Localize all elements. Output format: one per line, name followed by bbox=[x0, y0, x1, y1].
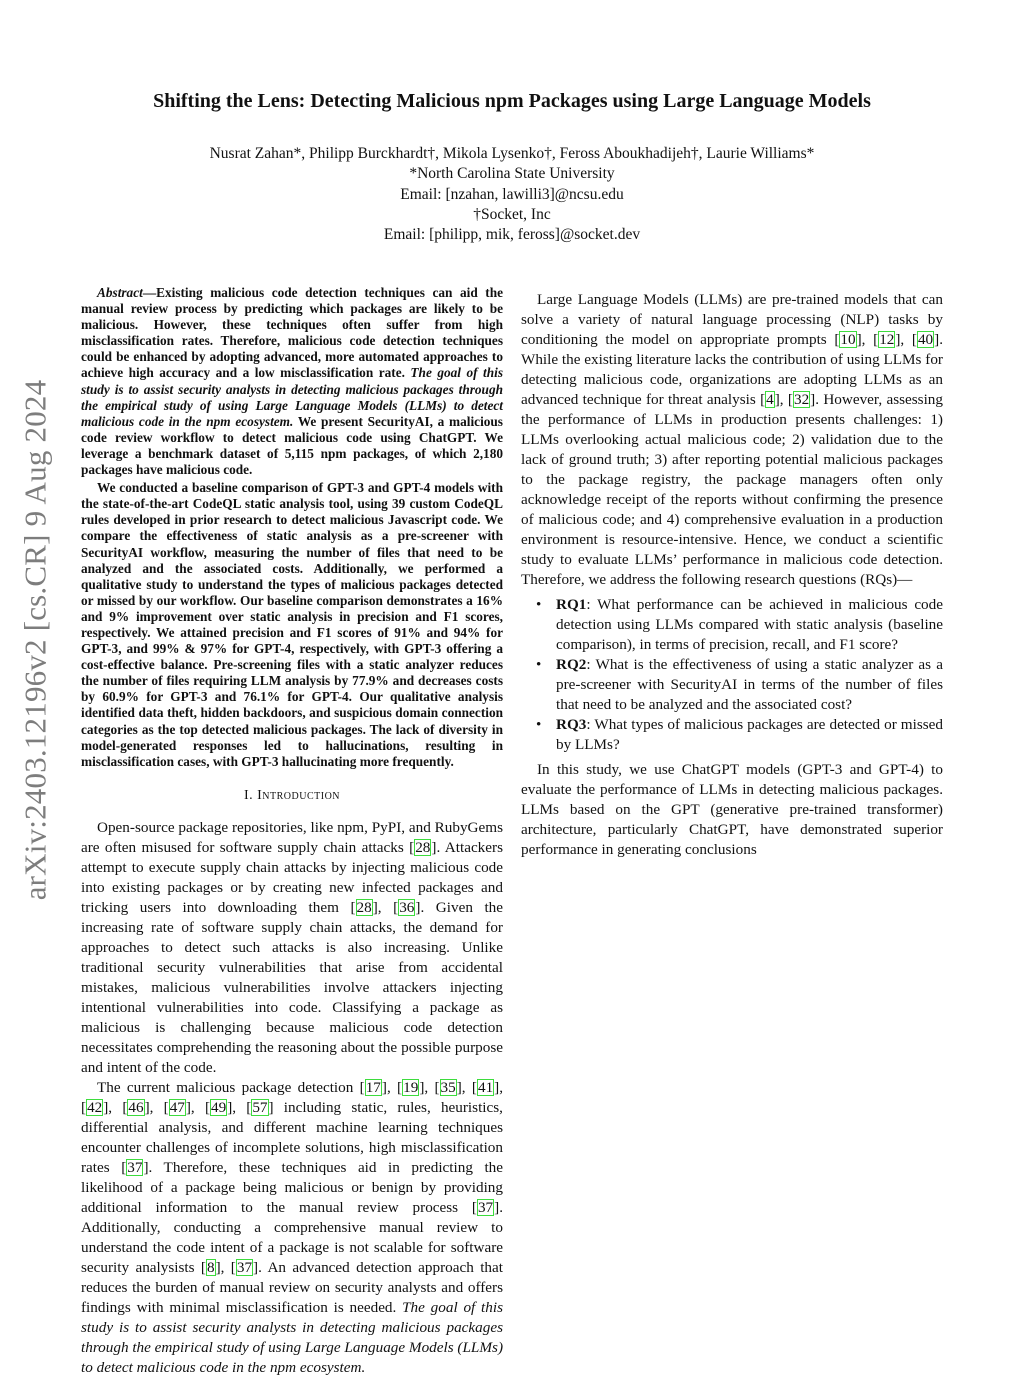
citation-link[interactable]: 28 bbox=[356, 898, 372, 916]
citation-link[interactable]: 28 bbox=[415, 838, 431, 856]
email-socket: Email: [philipp, mik, feross]@socket.dev bbox=[383, 226, 641, 244]
intro-paragraph-4: In this study, we use ChatGPT models (GPT-3 and GPT-4) to evaluate the performance of LLMs in detecting malicious packages. LLMs based on the GPT (generative pre-trained transformer) architecture, particularly ChatGPT, have demonstrated superior performance in generating conclusions bbox=[521, 761, 943, 858]
email-ncsu: Email: [nzahan, lawilli3]@ncsu.edu bbox=[400, 185, 624, 203]
left-column bbox=[81, 285, 503, 1378]
citation-link[interactable]: 42 bbox=[87, 1098, 103, 1116]
author-names: Nusrat Zahan*, Philipp Burckhardt†, Mikola Lysenko†, Feross Aboukhadijeh†, Laurie Williams* bbox=[209, 145, 815, 162]
citation-link[interactable]: 35 bbox=[440, 1078, 456, 1096]
bullet-icon: • bbox=[536, 596, 542, 613]
abstract-paragraph-2: We conducted a baseline comparison of GPT-3 and GPT-4 models with the state-of-the-art CodeQL static analysis tool, using 39 custom CodeQL rules developed in prior research to detect malicious Javascript code. We compare the effectiveness of static analysis as a pre-screener with SecurityAI workflow, measuring the number of files that need to be analyzed and the associated costs. Additionally, we performed a qualitative study to understand the types of malicious packages detected or missed by our workflow. Our baseline comparison demonstrates a 16% and 9% improvement over static analysis in precision and F1 scores, respectively. We attained precision and F1 scores of 91% and 94% for GPT-3, and 99% & 97% for GPT-4, respectively, with GPT-3 offering a cost-effective balance. Pre-screening files with a static analyzer reduces the number of files requiring LLM analysis by 77.9% and decreases costs by 60.9% for GPT-3 and 76.1% for GPT-4. Our qualitative analysis identified data theft, hidden backdoors, and suspicious domain connection categories as the top detected malicious packages. The lack of diversity in model-generated responses led to hallucinations, resulting in misclassification cases, with GPT-3 hallucinating more frequently. bbox=[81, 480, 503, 769]
abstract-label: Abstract bbox=[97, 285, 143, 300]
citation-link[interactable]: 37 bbox=[127, 1158, 143, 1176]
abstract-goal: The goal of this study is to assist security analysts in detecting malicious packages through the empirical study of using Large Language Models (LLMs) to detect malicious code in the npm ecosystem. bbox=[81, 365, 503, 429]
bullet-icon: • bbox=[536, 716, 542, 733]
citation-link[interactable]: 12 bbox=[879, 331, 895, 348]
citation-link[interactable]: 19 bbox=[403, 1078, 419, 1096]
research-question-3: • RQ3: What types of malicious packages are detected or missed by LLMs? bbox=[536, 716, 943, 753]
citation-link[interactable]: 40 bbox=[917, 331, 934, 348]
arxiv-identifier bbox=[10, 340, 60, 940]
citation-link[interactable]: 17 bbox=[365, 1078, 381, 1096]
citation-link[interactable]: 41 bbox=[477, 1078, 494, 1096]
citation-link[interactable]: 36 bbox=[399, 898, 415, 916]
right-column bbox=[521, 285, 943, 860]
affiliation-ncsu: *North Carolina State University bbox=[409, 165, 615, 183]
intro-paragraph-1: Open-source package repositories, like npm, PyPI, and RubyGems are often misused for software supply chain attacks [28]. Attackers attempt to execute supply chain attacks by injecting malicious code into existing packages or by creating new infected packages and tricking users into downloading them [28], [36]. Given the increasing rate of software supply chain attacks, the demand for approaches to detect such attacks is also increasing. Unlike traditional security vulnerabilities that arise from accidental mistakes, malicious vulnerabilities involve attackers injecting intentional vulnerabilities into code. Classifying a package as malicious is challenging because malicious code detection necessitates comprehending the reasoning about the possible purpose and intent of the code. bbox=[81, 818, 504, 1076]
study-goal: The goal of this study is to assist security analysts in detecting malicious packages through the empirical study of using Large Language Models (LLMs) to detect malicious code in the npm ecosystem. bbox=[81, 1298, 504, 1376]
research-question-2: • RQ2: What is the effectiveness of using a static analyzer as a pre-screener with SecurityAI in terms of the number of files that need to be analyzed and the associated cost? bbox=[536, 656, 943, 713]
paper-title: Shifting the Lens: Detecting Malicious npm Packages using Large Language Models bbox=[153, 90, 871, 112]
research-question-1: • RQ1: What performance can be achieved in malicious code detection using LLMs compared with static analysis (baseline comparison), in terms of precision, recall, and F1 score? bbox=[536, 596, 943, 653]
citation-link[interactable]: 49 bbox=[211, 1098, 227, 1116]
affiliation-socket: †Socket, Inc bbox=[473, 205, 551, 223]
citation-link[interactable]: 32 bbox=[793, 391, 810, 408]
arxiv-id-text: arXiv:2403.12196v2 [cs.CR] 9 Aug 2024 bbox=[17, 379, 53, 901]
research-questions-list bbox=[521, 595, 943, 755]
author-block bbox=[60, 144, 964, 245]
citation-link[interactable]: 47 bbox=[169, 1098, 185, 1116]
citation-link[interactable]: 37 bbox=[477, 1198, 494, 1216]
citation-link[interactable]: 46 bbox=[128, 1098, 144, 1116]
citation-link[interactable]: 8 bbox=[206, 1258, 215, 1276]
citation-link[interactable]: 10 bbox=[840, 331, 856, 348]
intro-paragraph-2-start: The current malicious package detection [17], [19], [35], [41], [42], [46], [47], [49], [57] including static, rules, heuristics, differential analysis, and different machine learning techniques encounter challenges of incomplete solutions, high misclassification rates [37]. Therefore, these techniques aid in predicting the likelihood of a package being malicious or benign by providing additional information to the manual review process [37]. Additionally, conducting a comprehensive manual review to understand the code intent of a package is not scalable for software security analysists [8], [37]. An advanced detection approach that reduces the burden of manual review on security analysts and offers findings with minimal misclassification is needed. The goal of this study is to assist security analysts in detecting malicious packages through the empirical study of using Large Language Models (LLMs) to detect malicious code in the npm ecosystem. bbox=[81, 1078, 504, 1376]
intro-paragraph-3: Large Language Models (LLMs) are pre-trained models that can solve a variety of natural language processing (NLP) tasks by conditioning the model on appropriate prompts [10], [12], [40]. While the existing literature lacks the contribution of using LLMs for detecting malicious code, organizations are adopting LLMs as an advanced technique for threat analysis [4], [32]. However, assessing the performance of LLMs in production presents challenges: 1) LLMs overlooking actual malicious code; 2) validation due to the lack of ground truth; 3) after reporting potential malicious packages to the package registry, the package managers often only acknowledge receipt of the reports without confirming the presence of malicious code; and 4) comprehensive evaluation in a production environment is resource-intensive. Hence, we conduct a scientific study to evaluate LLMs’ performance in malicious code detection. Therefore, we address the following research questions (RQs)— bbox=[521, 291, 943, 588]
citation-link[interactable]: 37 bbox=[236, 1258, 253, 1276]
bullet-icon: • bbox=[536, 656, 542, 673]
citation-link[interactable]: 4 bbox=[766, 391, 774, 408]
abstract-paragraph-1: Abstract—Existing malicious code detection techniques can aid the manual review process by predicting which packages are likely to be malicious. However, these techniques often suffer from high misclassification rates. Therefore, malicious code detection techniques could be enhanced by adopting advanced, more automated approaches to achieve high accuracy and a low misclassification rate. The goal of this study is to assist security analysts in detecting malicious packages through the empirical study of using Large Language Models (LLMs) to detect malicious code in the npm ecosystem. We present SecurityAI, a malicious code review workflow to detect malicious code using ChatGPT. We leverage a benchmark dataset of 5,115 npm packages, of which 2,180 packages have malicious code. bbox=[81, 285, 503, 478]
section-heading-introduction: I. Introduction bbox=[243, 787, 341, 803]
citation-link[interactable]: 57 bbox=[252, 1098, 268, 1116]
